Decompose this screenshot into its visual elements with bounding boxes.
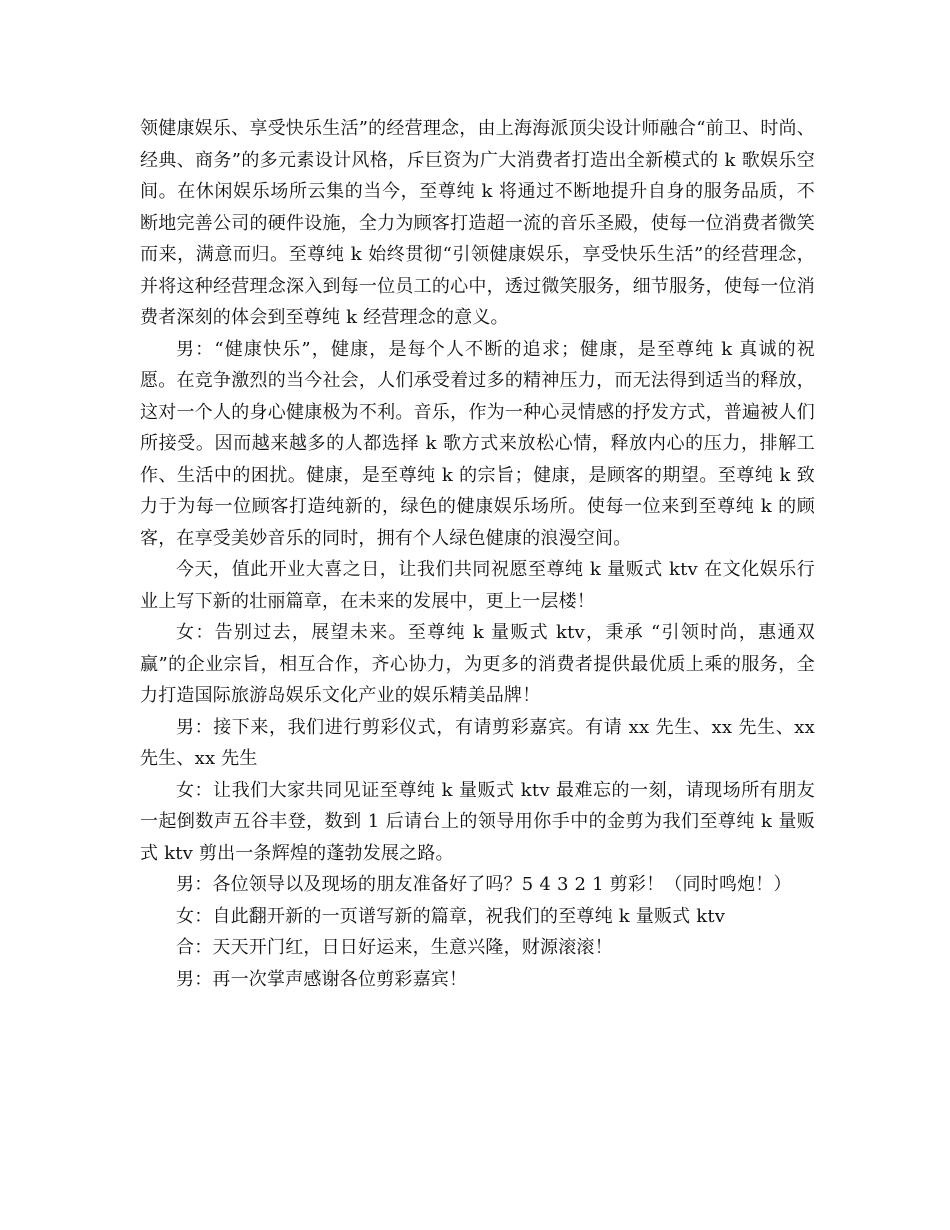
document-body (140, 113, 815, 995)
paragraph-female-future: 女：告别过去，展望未来。至尊纯 k 量贩式 ktv，秉承 “引领时尚，惠通双赢”的企业宗旨，相互合作，齐心协力，为更多的消费者提供最优质上乘的服务，全力打造国际旅游岛娱乐文化产业的娱乐精美品牌！ (140, 622, 815, 706)
paragraph-female-countdown: 女：让我们大家共同见证至尊纯 k 量贩式 ktv 最难忘的一刻，请现场所有朋友一起倒数声五谷丰登，数到 1 后请台上的领导用你手中的金剪为我们至尊纯 k 量贩式 ktv 剪出一条辉煌的蓬勃发展之路。 (140, 779, 815, 864)
paragraph-male-ribbon-guests: 男：接下来，我们进行剪彩仪式，有请剪彩嘉宾。有请 xx 先生、xx 先生、xx 先生、xx 先生 (140, 716, 815, 769)
paragraph-male-ready: 男：各位领导以及现场的朋友准备好了吗？5 4 3 2 1 剪彩！（同时鸣炮！） (176, 874, 792, 895)
paragraph-continuation: 领健康娱乐、享受快乐生活”的经营理念，由上海海派顶尖设计师融合“前卫、时尚、经典、商务”的多元素设计风格，斥巨资为广大消费者打造出全新模式的 k 歌娱乐空间。在休闲娱乐场所云集的当今，至尊纯 k 将通过不断地提升自身的服务品质，不断地完善公司的硬件设施，全力为顾客打造超一流的音乐圣殿，使每一位消费者微笑而来，满意而归。至尊纯 k 始终贯彻“引领健康娱乐，享受快乐生活”的经营理念，并将这种经营理念深入到每一位员工的心中，透过微笑服务，细节服务，使每一位消费者深刻的体会到至尊纯 k 经营理念的意义。 (140, 118, 815, 328)
paragraph-male-thanks: 男：再一次掌声感谢各位剪彩嘉宾！ (176, 968, 468, 990)
paragraph-today-wishes: 今天，值此开业大喜之日，让我们共同祝愿至尊纯 k 量贩式 ktv 在文化娱乐行业上写下新的壮丽篇章，在未来的发展中，更上一层楼！ (140, 559, 815, 612)
paragraph-female-new-chapter: 女：自此翻开新的一页谱写新的篇章，祝我们的至尊纯 k 量贩式 ktv (176, 905, 726, 927)
paragraph-male-health: 男：“健康快乐”，健康，是每个人不断的追求；健康，是至尊纯 k 真诚的祝愿。在竞争激烈的当今社会，人们承受着过多的精神压力，而无法得到适当的释放，这对一个人的身心健康极为不利。音乐，作为一种心灵情感的抒发方式，普遍被人们所接受。因而越来越多的人都选择 k 歌方式来放松心情，释放内心的压力，排解工作、生活中的困扰。健康，是至尊纯 k 的宗旨；健康，是顾客的期望。至尊纯 k 致力于为每一位顾客打造纯新的，绿色的健康娱乐场所。使每一位来到至尊纯 k 的顾客，在享受美妙音乐的同时，拥有个人绿色健康的浪漫空间。 (140, 338, 815, 549)
paragraph-together-blessing: 合：天天开门红，日日好运来，生意兴隆，财源滚滚！ (176, 937, 613, 958)
